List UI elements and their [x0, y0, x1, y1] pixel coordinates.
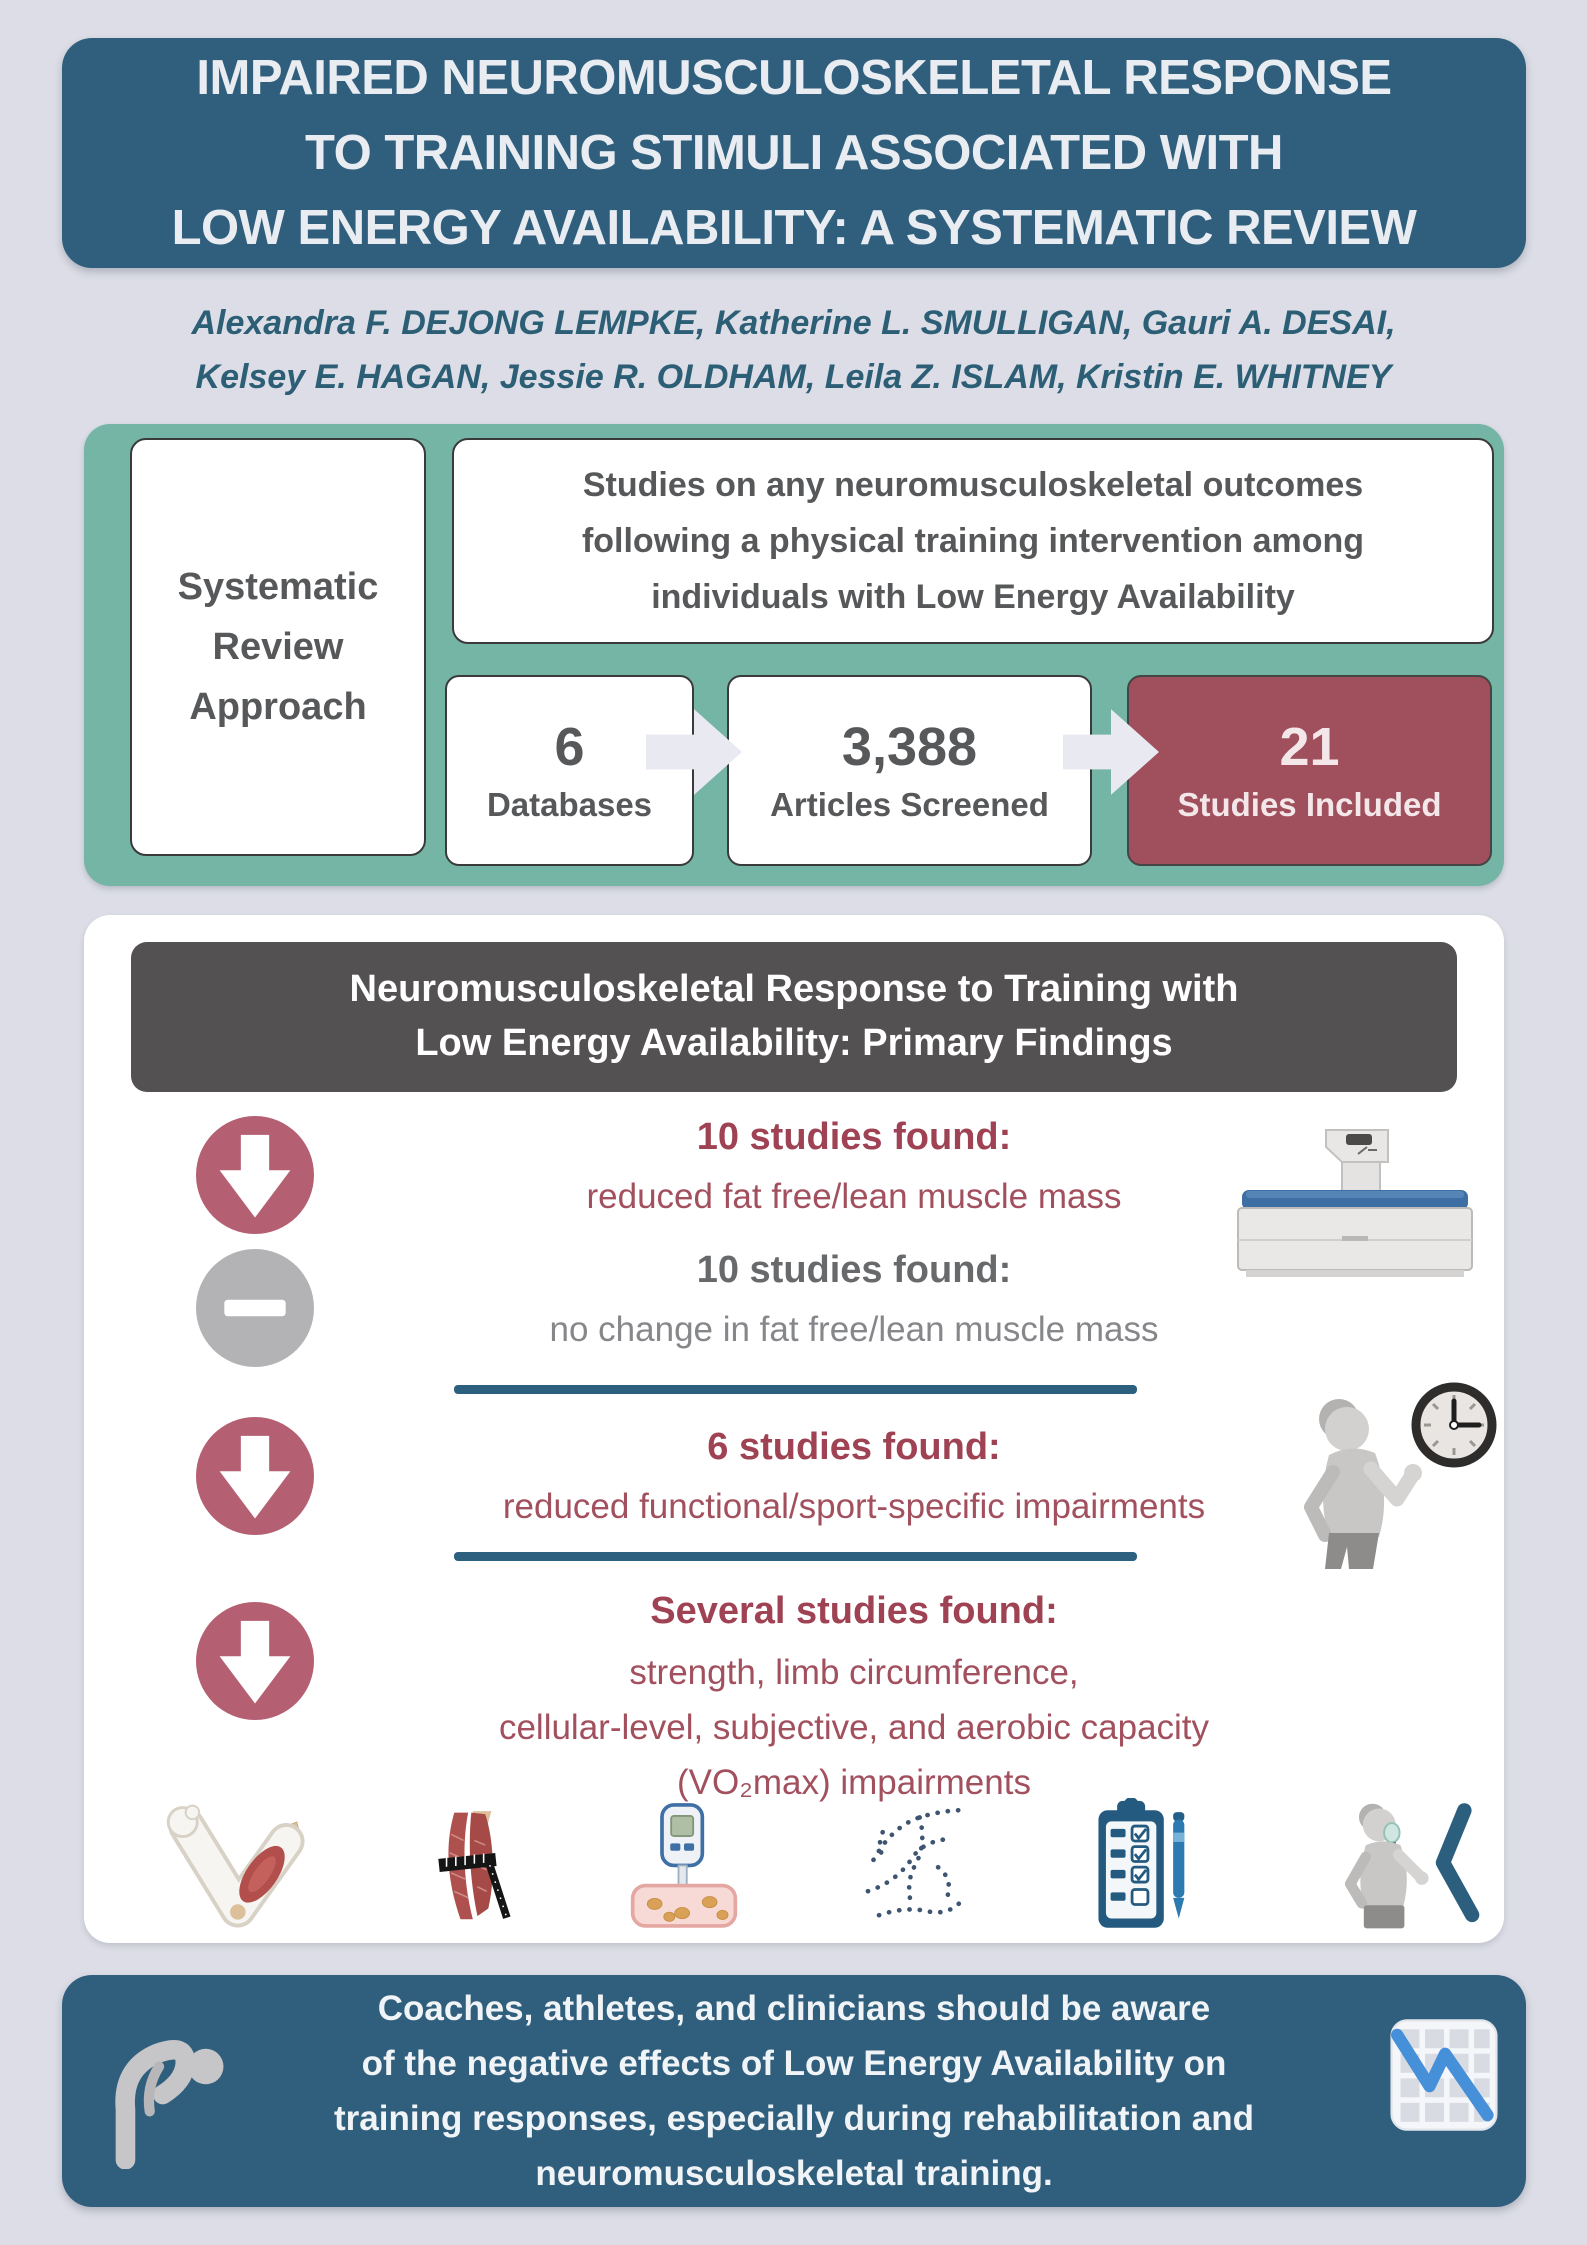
arm-muscle-icon — [154, 1795, 312, 1945]
criteria-box — [452, 438, 1494, 644]
title-line: LOW ENERGY AVAILABILITY: A SYSTEMATIC REVIEW — [171, 200, 1417, 255]
finding-heading: 6 studies found: — [707, 1426, 1001, 1468]
title-line: TO TRAINING STIMULI ASSOCIATED WITH — [305, 125, 1283, 180]
conclusion-line: of the negative effects of Low Energy Availability on — [361, 2043, 1227, 2083]
findings-card — [84, 915, 1504, 1943]
fatigued-athlete-icon — [90, 2007, 230, 2174]
conclusion-line: training responses, especially during rehabilitation and — [334, 2099, 1254, 2138]
approach-side-label-box — [130, 438, 426, 856]
section-divider — [454, 1552, 1137, 1561]
criteria-line: individuals with Low Energy Availability — [651, 578, 1295, 616]
finding-heading: 10 studies found: — [696, 1249, 1012, 1291]
findings-header-line: Low Energy Availability: Primary Findings — [415, 1022, 1173, 1064]
runner-with-clock-illustration — [1259, 1377, 1509, 1592]
vo2max-test-icon — [1319, 1795, 1484, 1945]
articles-label: Articles Screened — [770, 786, 1049, 823]
included-count: 21 — [1279, 717, 1340, 777]
authors — [0, 296, 1587, 404]
finding-detail: no change in fat free/lean muscle mass — [549, 1310, 1159, 1349]
finding-detail: reduced functional/sport-specific impairments — [502, 1487, 1206, 1526]
glucose-meter-icon — [629, 1800, 739, 1945]
finding-heading: 10 studies found: — [696, 1116, 1012, 1158]
finding-detail: strength, limb circumference, — [629, 1653, 1079, 1692]
dxa-scanner-illustration — [1230, 1120, 1480, 1280]
author-line: Kelsey E. HAGAN, Jessie R. OLDHAM, Leila Z. ISLAM, Kristin E. WHITNEY — [195, 358, 1392, 396]
databases-label: Databases — [486, 786, 653, 823]
finding-detail: reduced fat free/lean muscle mass — [586, 1177, 1122, 1216]
databases-count: 6 — [554, 717, 585, 777]
declining-chart-icon — [1388, 2017, 1500, 2138]
finding-row-fat-free-reduced — [324, 1113, 1384, 1220]
title-line: IMPAIRED NEUROMUSCULOSKELETAL RESPONSE — [196, 50, 1392, 105]
author-line: Alexandra F. DEJONG LEMPKE, Katherine L. SMULLIGAN, Gauri A. DESAI, — [191, 304, 1396, 342]
limb-circumference-icon — [428, 1795, 513, 1945]
step-box-articles-screened — [727, 675, 1092, 866]
articles-count: 3,388 — [841, 717, 978, 777]
criteria-line: Studies on any neuromusculoskeletal outcomes — [582, 466, 1364, 504]
criteria-line: following a physical training intervention among — [581, 522, 1365, 560]
finding-row-functional — [324, 1423, 1384, 1530]
down-arrow-icon — [196, 1116, 314, 1234]
checklist-icon — [1091, 1798, 1203, 1945]
step-box-databases — [445, 675, 694, 866]
finding-detail: cellular-level, subjective, and aerobic capacity — [498, 1708, 1210, 1747]
finding-row-several — [324, 1587, 1384, 1810]
finding-detail: (VO₂max) impairments — [677, 1763, 1031, 1802]
included-label: Studies Included — [1177, 786, 1442, 823]
finding-row-fat-free-no-change — [324, 1246, 1384, 1353]
conclusion-line: neuromusculoskeletal training. — [535, 2154, 1053, 2194]
conclusion-line: Coaches, athletes, and clinicians should be aware — [377, 1988, 1211, 2028]
conclusion-banner — [62, 1975, 1526, 2207]
down-arrow-icon — [196, 1417, 314, 1535]
molecules-icon — [855, 1800, 975, 1945]
findings-header-line: Neuromusculoskeletal Response to Training with — [349, 968, 1239, 1011]
findings-header — [131, 942, 1457, 1092]
down-arrow-icon — [196, 1602, 314, 1720]
minus-icon — [196, 1249, 314, 1367]
outcome-icon-row — [154, 1800, 1484, 1945]
step-box-studies-included — [1127, 675, 1492, 866]
title-banner — [62, 38, 1526, 268]
approach-panel — [84, 424, 1504, 886]
finding-heading: Several studies found: — [650, 1590, 1058, 1632]
approach-side-label: Systematic Review Approach — [177, 566, 379, 728]
section-divider — [454, 1385, 1137, 1394]
